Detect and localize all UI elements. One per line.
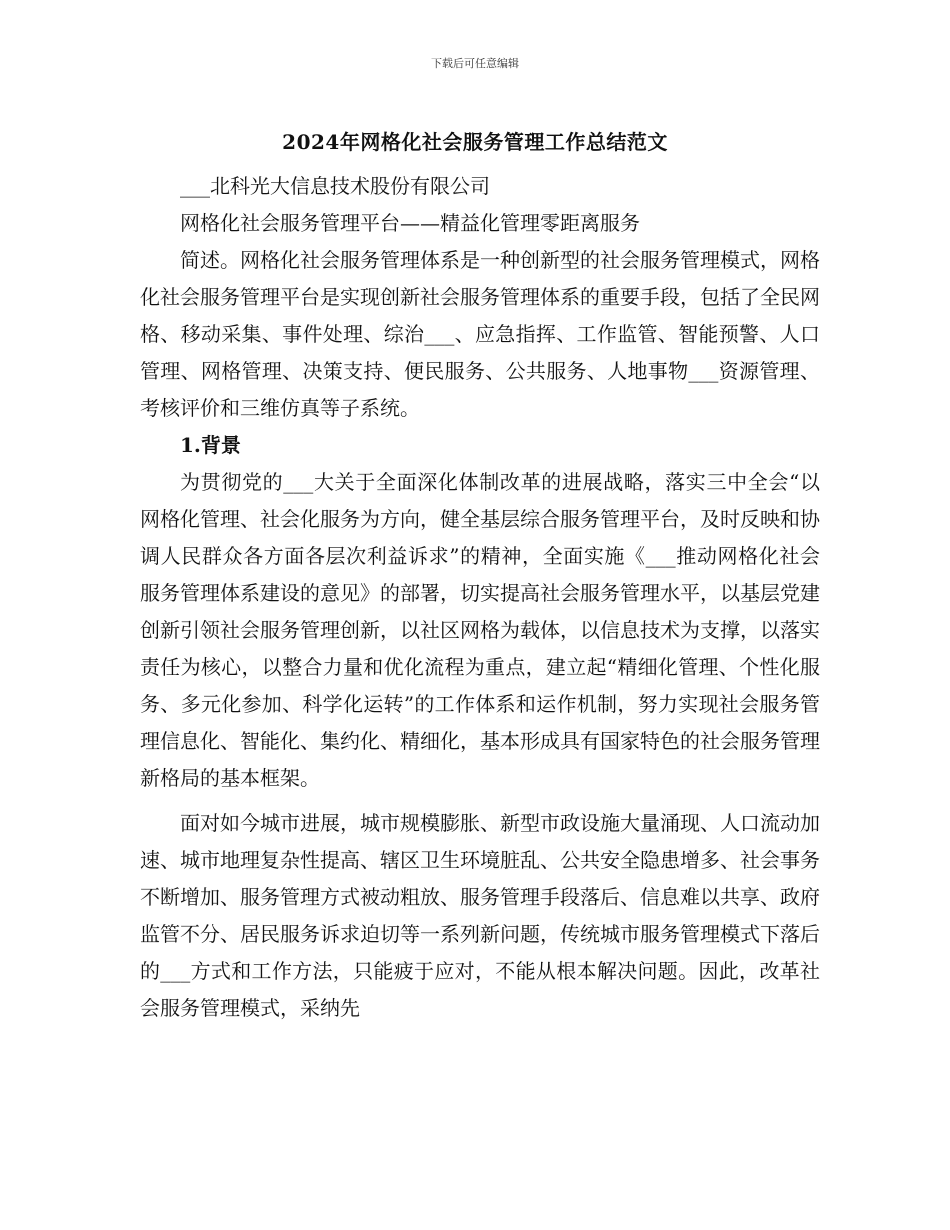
document-body [140, 168, 820, 1027]
subtitle-line: 网格化社会服务管理平台——精益化管理零距离服务 [180, 211, 640, 235]
company-line: ___北科光大信息技术股份有限公司 [180, 174, 490, 198]
background-paragraph-2: 面对如今城市进展，城市规模膨胀、新型市政设施大量涌现、人口流动加速、城市地理复杂性提高、辖区卫生环境脏乱、公共安全隐患增多、社会事务不断增加、服务管理方式被动粗放、服务管理手段落后、信息难以共享、政府监管不分、居民服务诉求迫切等一系列新问题，传统城市服务管理模式下落后的___方式和工作方法，只能疲于应对，不能从根本解决问题。因此，改革社会服务管理模式，采纳先 [140, 811, 820, 1020]
header-note: 下载后可任意编辑 [431, 57, 519, 70]
background-paragraph-1: 为贯彻党的___大关于全面深化体制改革的进展战略，落实三中全会“以网格化管理、社会化服务为方向，健全基层综合服务管理平台，及时反映和协调人民群众各方面各层次利益诉求”的精神，全面实施《___推动网格化社会服务管理体系建设的意见》的部署，切实提高社会服务管理水平，以基层党建创新引领社会服务管理创新，以社区网格为载体，以信息技术为支撑，以落实责任为核心，以整合力量和优化流程为重点，建立起“精细化管理、个性化服务、多元化参加、科学化运转”的工作体系和运作机制，努力实现社会服务管理信息化、智能化、集约化、精细化，基本形成具有国家特色的社会服务管理新格局的基本框架。 [140, 470, 820, 790]
summary-paragraph: 简述。网格化社会服务管理体系是一种创新型的社会服务管理模式，网格化社会服务管理平台是实现创新社会服务管理体系的重要手段，包括了全民网格、移动采集、事件处理、综治___、应急指挥、工作监管、智能预警、人口管理、网格管理、决策支持、便民服务、公共服务、人地事物___资源管理、考核评价和三维仿真等子系统。 [140, 248, 820, 420]
section-heading-background: 1.背景 [180, 433, 241, 457]
document-title: 2024年网格化社会服务管理工作总结范文 [282, 130, 668, 154]
